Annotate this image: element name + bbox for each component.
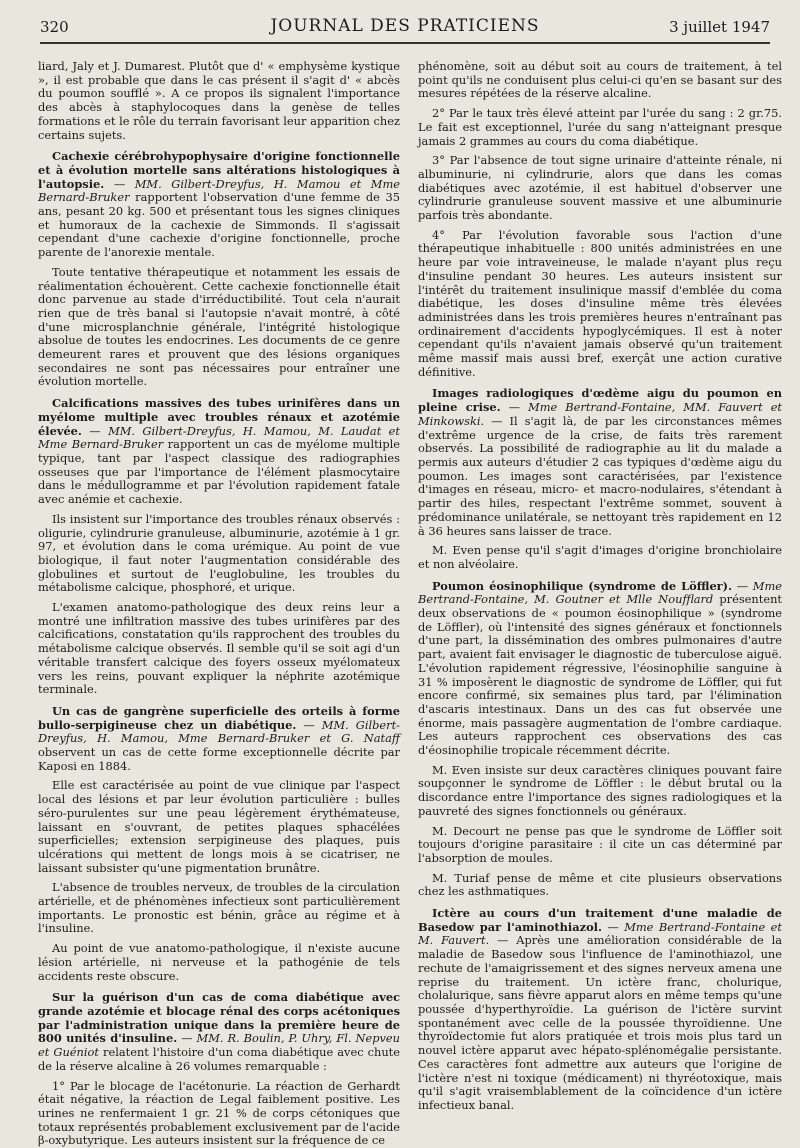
section-cachexie	[38, 150, 400, 260]
section-authors: — MM. R. Boulin, P. Uhry, Fl. Nepveu et Guéniot	[38, 1031, 401, 1060]
header-rule	[40, 42, 770, 44]
paragraph: Au point de vue anatomo-pathologique, il n'existe aucune lésion artérielle, ni nerveuse et la pathogénie de tels accidents reste obscure.	[38, 941, 400, 983]
paragraph: 1° Par le blocage de l'acétonurie. La réaction de Gerhardt était négative, la réaction de Legal faiblement positive. Les urines ne renfermaient 1 gr. 21 % de corps cétoniques que totaux représentés probablement exclusivement par de l'acide β-oxybutyrique. Les auteurs insistent sur la fréquence de ce	[38, 1078, 400, 1148]
section-heading: Cachexie cérébrohypophysaire d'origine fonctionnelle et à évolution mortelle sans altérations histologiques à l'autopsie.	[38, 149, 400, 191]
right-column	[418, 59, 783, 1112]
page-header	[40, 14, 770, 40]
paragraph: Ils insistent sur l'importance des troubles rénaux observés : oligurie, cylindrurie granuleuse, albuminurie, azotémie à 1 gr. 97, et évolution dans le coma urémique. Au point de vue biologique, il faut noter l'augmentation considérable des globulines et surtout de l'euglobuline, les troubles du métabolisme calcique, phosphoré, et urique.	[38, 511, 400, 595]
paragraph: 4° Par l'évolution favorable sous l'action d'une thérapeutique inhabituelle : 800 unités administrées en une heure par voie intraveineuse, le malade n'ayant plus reçu d'insuline pendant 30 heures. Les auteurs insistent sur l'intérêt du traitement insulinique massif d'emblée du coma diabétique, les doses d'insuline même très élevées administrées dans les trois premières heures n'entraînant pas ordinairement d'accidents hypoglycémiques. Il est à noter cependant qu'ils n'avaient jamais observé qu'un traitement même massif mais aussi bref, exerçât une action curative définitive.	[418, 227, 782, 379]
section-body: — Il s'agit là, de par les circonstances mêmes d'extrême urgence de la crise, de faits très rarement observés. La possibilité de radiographie au lit du malade a permis aux auteurs d'étudier 2 cas typiques d'œdème aigu du poumon. Les images sont caractérisées, par l'existence d'images en réseau, micro- et macro-nodulaires, s'étendant à partir des hiles, respectant l'extrême sommet, souvent à prédominance unilatérale, se nettoyant très rapidement en 12 à 36 heures sans laisser de trace.	[418, 413, 782, 538]
section-authors: — MM. Gilbert-Dreyfus, H. Mamou et Mme Bernard-Bruker	[38, 176, 400, 205]
paragraph: M. Decourt ne pense pas que le syndrome de Löffler soit toujours d'origine parasitaire : il cite un cas déterminé par l'absorption de moules.	[418, 823, 782, 865]
page-number: 320	[40, 18, 69, 36]
section-authors: — Mme Bertrand-Fontaine, MM. Fauvert et Minkowski.	[418, 400, 783, 428]
section-body: rapportent l'observation d'une femme de 35 ans, pesant 20 kg. 500 et présentant tous les signes cliniques et humoraux de la cachexie de Simmonds. Il s'agissait cependant d'une cachexie d'origine fonctionnelle, proche parente de l'anorexie mentale.	[38, 190, 401, 260]
section-authors: — Mme Bertrand-Fontaine et M. Fauvert.	[418, 919, 782, 948]
section-coma-diabetique	[38, 991, 400, 1073]
issue-date: 3 juillet 1947	[669, 18, 770, 36]
paragraph: Elle est caractérisée au point de vue clinique par l'aspect local des lésions et par leur évolution particulière : bulles séro-purulentes sur une peau légèrement érythémateuse, laissant en s'ouvrant, de petites plaques sphacélées superficielles; extension serpigineuse des plaques, puis ulcérations qui mettent de longs mois à se cicatriser, ne laissant subsister qu'une pigmentation brunâtre.	[38, 778, 400, 875]
section-loffler	[418, 580, 782, 758]
paragraph: M. Even insiste sur deux caractères cliniques pouvant faire soupçonner le syndrome de Löffler : le début brutal ou la discordance entre l'importance des signes radiologiques et la pauvreté des signes fonctionnels ou généraux.	[418, 762, 782, 818]
left-column	[38, 59, 401, 1148]
section-authors: — Mme Bertrand-Fontaine, M. Goutner et Mlle Noufflard	[418, 578, 783, 607]
section-body: présentent deux observations de « poumon éosinophilique » (syndrome de Löffler), où l'intensité des signes généraux et fonctionnels d'une part, la dissémination des ombres pulmonaires d'autre part, avaient fait envisager le diagnostic de tuberculose aiguë. L'évolution rapidement régressive, l'éosinophilie sanguine à 31 % imposèrent le diagnostic de syndrome de Löffler, qui fut encore confirmé, six semaines plus tard, par l'élimination d'ascaris intestinaux. Dans un des cas fut observée une énorme, mais passagère augmentation de l'ombre cardiaque. Les auteurs rapprochent ces observations des cas d'éosinophilie tropicale récemment décrite.	[418, 592, 782, 758]
journal-title: JOURNAL DES PRATICIENS	[270, 16, 540, 36]
section-body: relatent l'histoire d'un coma diabétique avec chute de la réserve alcaline à 26 volumes remarquable :	[38, 1045, 400, 1073]
section-heading: Ictère au cours d'un traitement d'une maladie de Basedow par l'aminothiazol.	[418, 906, 782, 934]
paragraph: phénomène, soit au début soit au cours de traitement, à tel point qu'ils ne conduisent plus celui-ci qu'en se basant sur des mesures répétées de la réserve alcaline.	[418, 59, 782, 101]
section-heading: Sur la guérison d'un cas de coma diabétique avec grande azotémie et blocage rénal des corps acétoniques par l'administration unique dans la première heure de 800 unités d'insuline.	[38, 990, 400, 1046]
section-body: — Après une amélioration considérable de la maladie de Basedow sous l'influence de l'aminothiazol, une rechute de l'amaigrissement et des signes nerveux amena une reprise du traitement. Un ictère franc, cholurique, cholalurique, sans fièvre apparut alors en même temps qu'une poussée d'hyperthyroïdie. La guérison de l'ictère survint spontanément avec celle de la poussée thyroïdienne. Une thyroïdectomie fut alors pratiquée et trois mois plus tard un nouvel ictère apparut avec hépato-splénomégalie persistante. Ces caractères font admettre aux auteurs que l'origine de l'ictère n'est ni toxique (médicament) ni thyréotoxique, mais qu'il s'agit vraisemblablement de la coïncidence d'un ictère infectieux banal.	[418, 933, 783, 1112]
section-ictere	[418, 907, 782, 1113]
paragraph: L'examen anatomo-pathologique des deux reins leur a montré une infiltration massive des tubes urinifères par des calcifications, constatation qu'ils rapprochent des troubles du métabolisme calcique observés. Il semble qu'il se soit agi d'un véritable transfert calcique des foyers osseux myélomateux vers les reins, pouvant expliquer la néphrite azotémique terminale.	[38, 600, 400, 697]
paragraph: 3° Par l'absence de tout signe urinaire d'atteinte rénale, ni albuminurie, ni cylindrurie, alors que dans les comas diabétiques avec azotémie, il est habituel d'observer une cylindrurie granuleuse souvent massive et une albuminurie parfois très abondante.	[418, 153, 782, 223]
section-heading: Images radiologiques d'œdème aigu du poumon en pleine crise.	[418, 386, 782, 415]
section-heading: Un cas de gangrène superficielle des orteils à forme bullo-serpigineuse chez un diabétique.	[38, 703, 400, 732]
paragraph: 2° Par le taux très élevé atteint par l'urée du sang : 2 gr.75. Le fait est exceptionnel, l'urée du sang n'atteignant presque jamais 2 grammes au cours du coma diabétique.	[418, 106, 782, 148]
section-authors: — MM. Gilbert-Dreyfus, H. Mamou, Mme Bernard-Bruker et G. Nataff	[38, 717, 401, 746]
paragraph: M. Turiaf pense de même et cite plusieurs observations chez les asthmatiques.	[418, 870, 782, 899]
section-oedeme	[418, 387, 782, 538]
section-calcifications	[38, 397, 400, 507]
section-gangrene	[38, 705, 400, 774]
section-body: rapportent un cas de myélome multiple typique, tant par l'aspect classique des radiographies osseuses que par l'importance de l'élément plasmocytaire dans le médullogramme et par l'évolution rapidement fatale avec anémie et cachexie.	[38, 437, 401, 507]
paragraph: Toute tentative thérapeutique et notamment les essais de réalimentation échouèrent. Cette cachexie fonctionnelle était donc parvenue au stade d'irréductibilité. Tout cela n'aurait rien que de très banal si l'autopsie n'avait montré, à côté d'une microsplanchnie générale, l'intégrité histologique absolue de toutes les endocrines. Les documents de ce genre demeurent rares et prouvent que des lésions organiques secondaires ne sont pas nécessaires pour entraîner une évolution mortelle.	[38, 264, 400, 389]
section-heading: Calcifications massives des tubes urinifères dans un myélome multiple avec troubles rénaux et azotémie élevée.	[38, 396, 400, 438]
section-authors: — MM. Gilbert-Dreyfus, H. Mamou, M. Laudat et Mme Bernard-Bruker	[38, 423, 400, 452]
paragraph: L'absence de troubles nerveux, de troubles de la circulation artérielle, et de phénomènes infectieux sont particulièrement importants. Le pronostic est bénin, grâce au régime et à l'insuline.	[38, 880, 400, 936]
section-heading: Poumon éosinophilique (syndrome de Löffler).	[432, 578, 733, 593]
section-body: observent un cas de cette forme exceptionnelle décrite par Kaposi en 1884.	[38, 745, 400, 773]
paragraph: liard, Jaly et J. Dumarest. Plutôt que d' « emphysème kystique », il est probable que dans le cas présent il s'agit d' « abcès du poumon soufflé ». A ce propos ils signalent l'importance des abcès à staphylocoques dans la genèse de telles formations et le rôle du terrain favorisant leur apparition chez certains sujets.	[38, 59, 400, 142]
paragraph: M. Even pense qu'il s'agit d'images d'origine bronchiolaire et non alvéolaire.	[418, 543, 782, 571]
